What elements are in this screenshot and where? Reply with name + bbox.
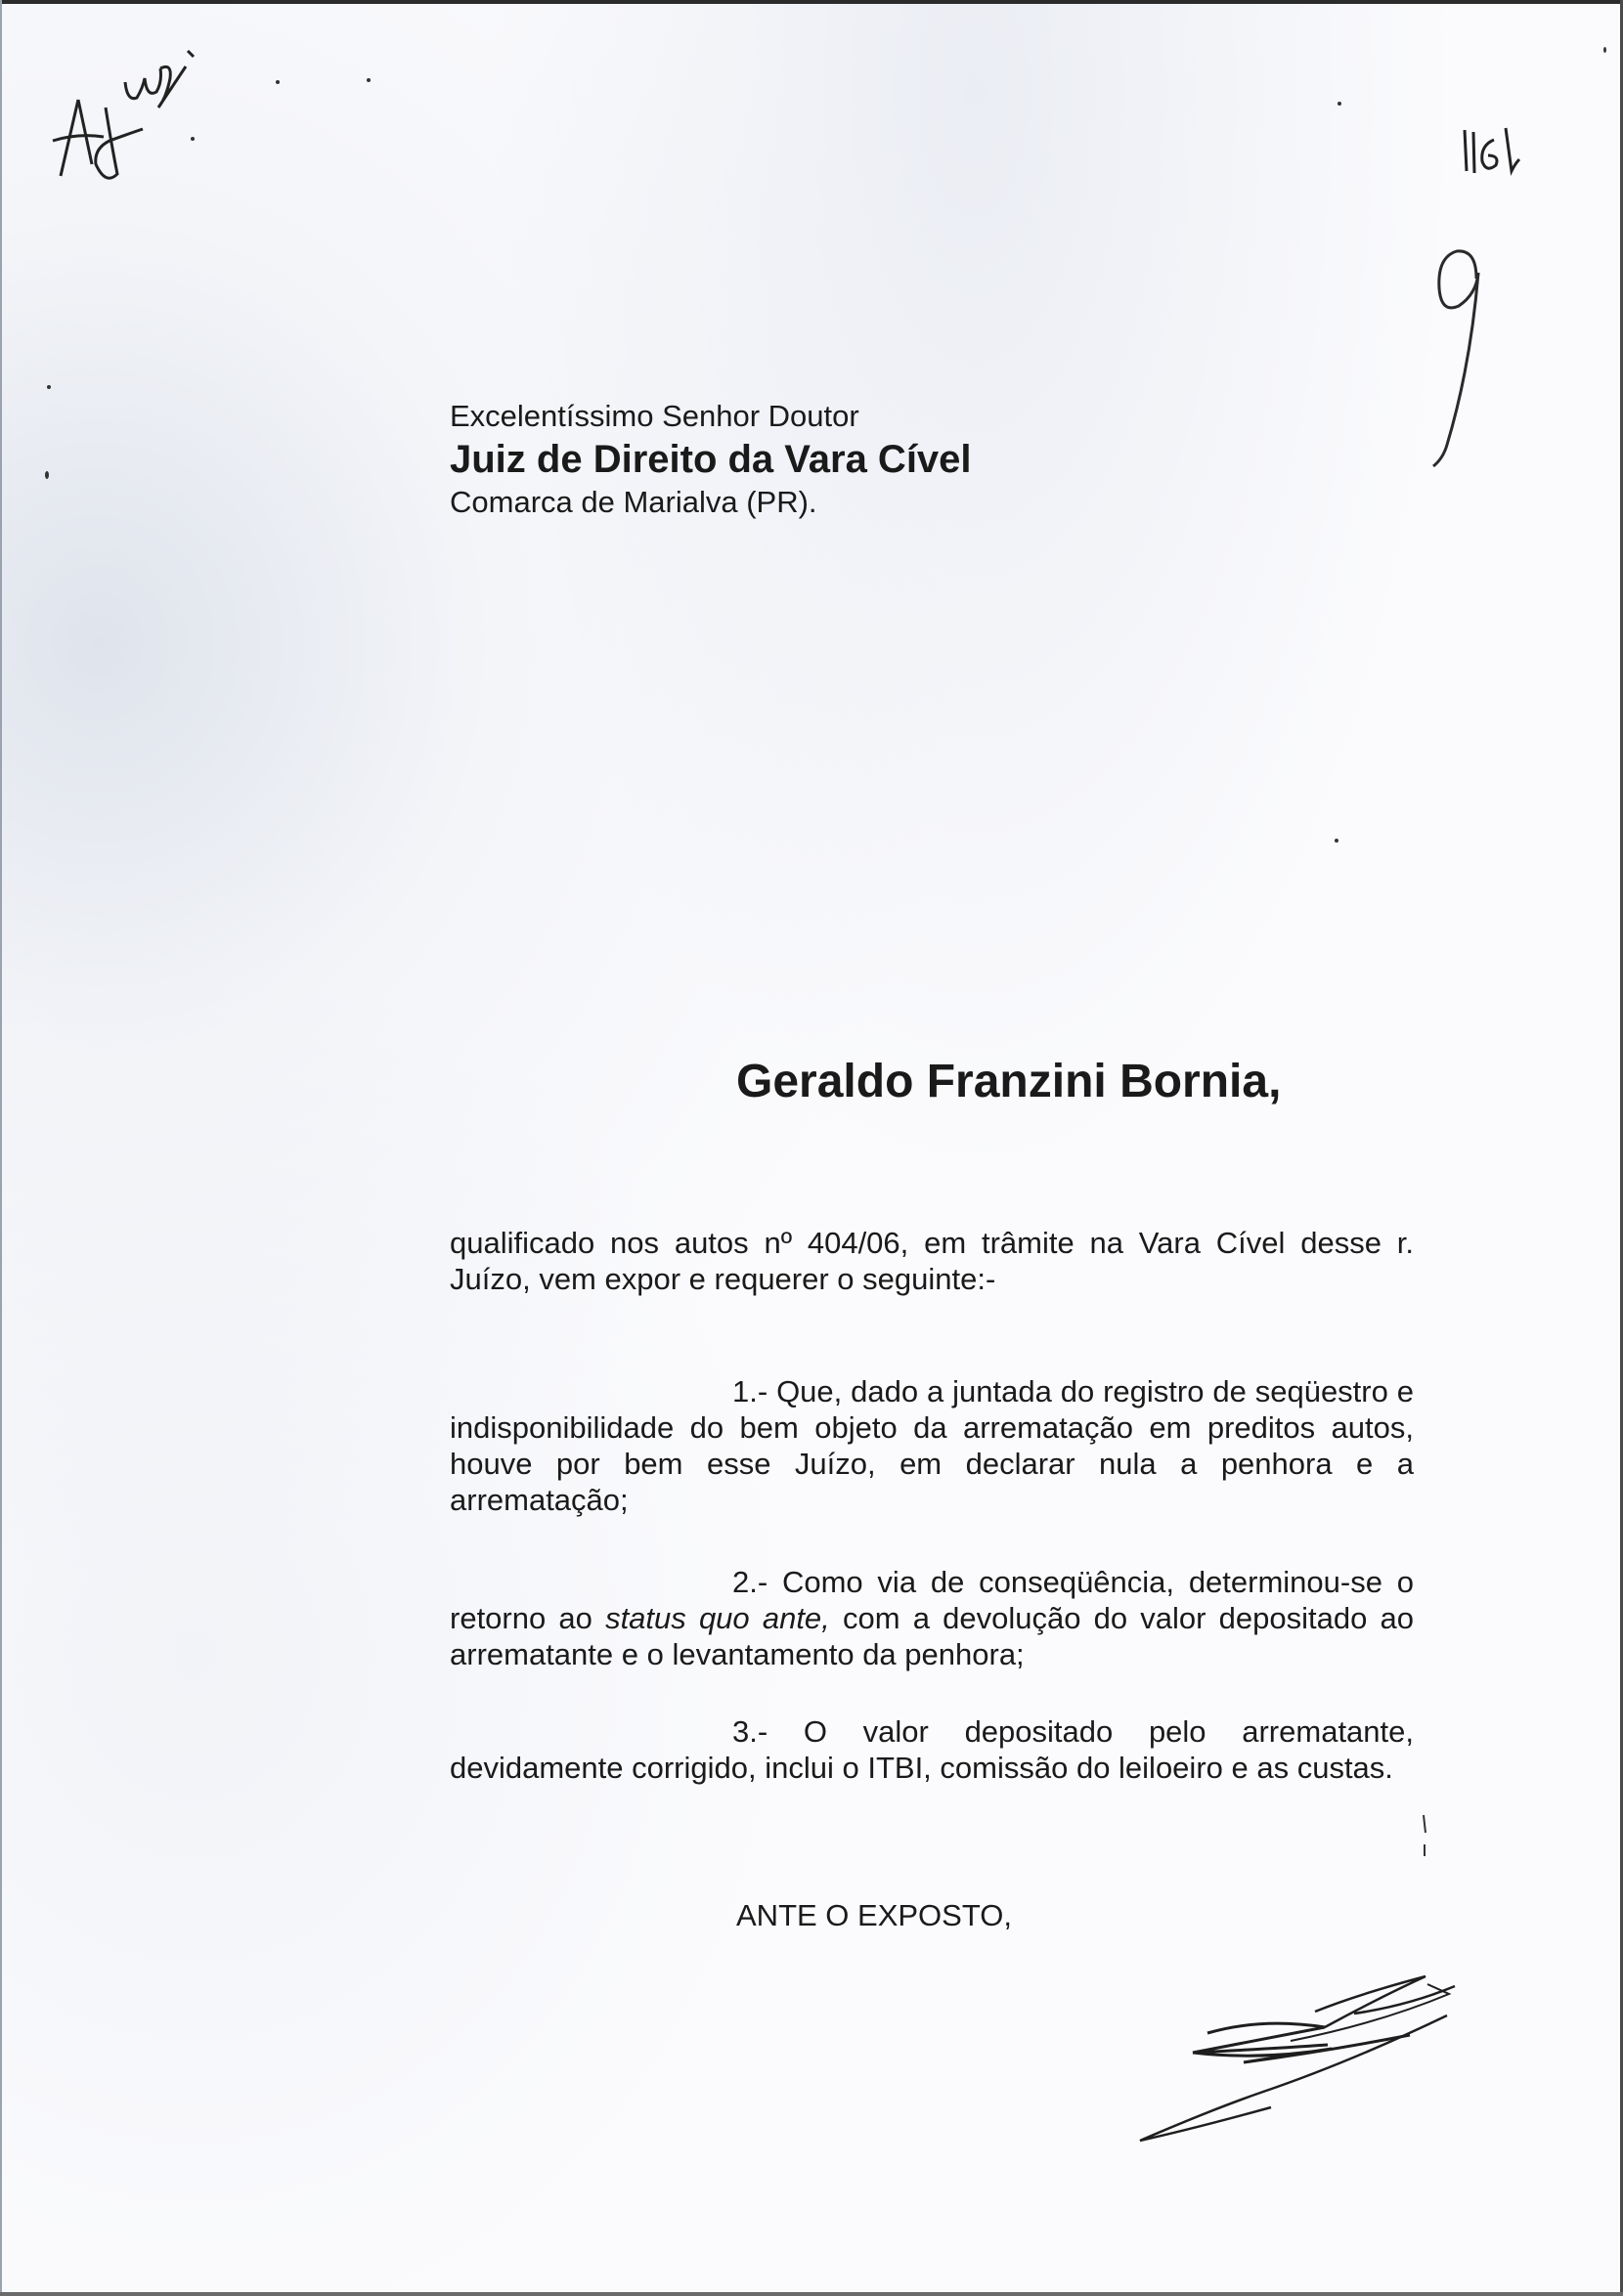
scan-speck xyxy=(191,137,195,141)
margin-tick-mark xyxy=(1420,1813,1429,1862)
scan-speck xyxy=(367,78,371,82)
addressee-block xyxy=(450,397,972,522)
scan-edge-bottom xyxy=(0,2292,1623,2296)
addressee-salutation: Excelentíssimo Senhor Doutor xyxy=(450,399,859,433)
scan-speck xyxy=(1338,102,1341,106)
item-3-paragraph: 3.- O valor depositado pelo arrematante, devidamente corrigido, inclui o ITBI, comissão do leiloeiro e as custas. xyxy=(450,1714,1414,1785)
item-2-paragraph xyxy=(450,1564,1414,1672)
handwritten-signature xyxy=(1115,1955,1476,2150)
intro-paragraph: qualificado nos autos nº 404/06, em trâmite na Vara Cível desse r. Juízo, vem expor e requerer o seguinte:- xyxy=(450,1226,1414,1296)
scan-speck xyxy=(47,385,51,389)
scan-speck xyxy=(45,471,49,479)
sheet-number-nine xyxy=(1369,230,1506,484)
scan-edge-left xyxy=(0,0,2,2296)
scan-edge-top xyxy=(0,0,1623,4)
closing-phrase: ANTE O EXPOSTO, xyxy=(736,1898,1012,1932)
party-name: Geraldo Franzini Bornia, xyxy=(736,1056,1282,1107)
item-2-text-start: 2.- Como via de conseqüência, determinou-se o retorno ao xyxy=(450,1565,1414,1635)
page-number-stamp xyxy=(1457,122,1525,181)
scan-speck xyxy=(1603,47,1606,53)
scan-speck xyxy=(1335,839,1338,843)
addressee-court: Juiz de Direito da Vara Cível xyxy=(450,438,972,481)
item-2-latin-phrase: status quo ante, xyxy=(605,1601,830,1635)
item-1-paragraph: 1.- Que, dado a juntada do registro de seqüestro e indisponibilidade do bem objeto da arrematação em preditos autos, houve por bem esse Juízo, em declarar nula a penhora e a arrematação; xyxy=(450,1374,1414,1517)
item-2-text-end: com a devolução do valor depositado ao arrematante e o levantamento da penhora; xyxy=(450,1601,1414,1671)
scan-speck xyxy=(276,80,280,84)
addressee-district: Comarca de Marialva (PR). xyxy=(450,485,817,519)
handwritten-initials xyxy=(49,39,205,186)
